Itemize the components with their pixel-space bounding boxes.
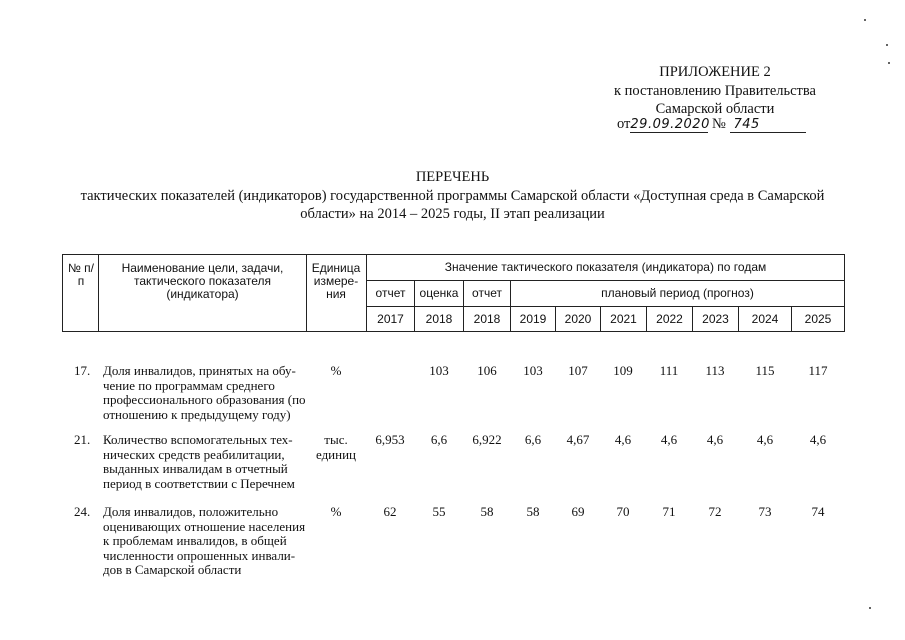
value-cell: 6,6	[430, 432, 448, 447]
appendix-line-2: Самарской области	[655, 101, 775, 117]
row-number: 17.	[74, 363, 91, 378]
header-year: 2021	[610, 312, 637, 326]
row-name-line: оценивающих отношение населения	[103, 518, 306, 534]
value-cell: 4,6	[756, 432, 774, 447]
row-number: 24.	[74, 504, 91, 519]
header-report: отчет	[375, 286, 406, 300]
value-cell: 73	[758, 504, 772, 519]
document-title: ПЕРЕЧЕНЬ	[415, 169, 490, 185]
value-cell: 58	[480, 504, 494, 519]
row-name-line: дов в Самарской области	[103, 562, 242, 577]
scan-speck	[869, 607, 871, 609]
value-cell: 4,6	[809, 432, 827, 447]
scan-speck	[864, 19, 866, 21]
row-name-line: чение по программам среднего	[103, 377, 275, 393]
value-cell: 4,6	[660, 432, 678, 447]
row-unit	[306, 433, 366, 462]
appendix-title: ПРИЛОЖЕНИЕ 2	[659, 64, 771, 80]
value-cell: 71	[662, 504, 676, 519]
value-cell: 58	[526, 504, 540, 519]
header-year: 2020	[564, 312, 592, 326]
value-cell: 6,6	[524, 432, 542, 447]
value-cell: 4,6	[706, 432, 724, 447]
row-unit-line: единиц	[315, 446, 357, 462]
header-estimate: оценка	[419, 286, 459, 300]
value-cell: 117	[808, 363, 828, 378]
header-year: 2018	[425, 312, 453, 326]
value-cell: 113	[705, 363, 725, 378]
header-year: 2022	[656, 312, 683, 326]
document-subtitle-2: области» на 2014 – 2025 годы, II этап реализации	[300, 206, 605, 222]
handwritten-date: 29.09.2020	[630, 117, 710, 132]
from-label: от	[617, 116, 631, 132]
header-values: Значение тактического показателя (индикатора) по годам	[444, 260, 767, 274]
value-cell: 106	[477, 363, 497, 378]
row-name-line: нических средств реабилитации,	[103, 446, 285, 462]
handwritten-number: 745	[730, 117, 806, 133]
row-name-line: Доля инвалидов, принятых на обу-	[103, 363, 296, 378]
header-number: № п/п	[67, 261, 95, 288]
header-unit: Единица измере-ния	[311, 261, 361, 301]
header-year: 2024	[751, 312, 779, 326]
value-cell: 103	[523, 363, 543, 378]
row-unit-line: %	[330, 363, 342, 378]
header-year: 2025	[804, 312, 832, 326]
header-plan-period: плановый период (прогноз)	[601, 286, 754, 300]
value-cell: 115	[755, 363, 775, 378]
value-cell: 55	[432, 504, 446, 519]
value-cell: 103	[429, 363, 449, 378]
header-report-2: отчет	[472, 286, 502, 300]
value-cell: 62	[383, 504, 397, 519]
header-year: 2023	[702, 312, 729, 326]
row-name-line: Доля инвалидов, положительно	[103, 504, 279, 519]
row-name-line: численности опрошенных инвали-	[103, 547, 296, 563]
appendix-line-1: к постановлению Правительства	[614, 83, 816, 99]
appendix-signature-line	[617, 116, 817, 134]
row-name-line: отношению к предыдущему году)	[103, 406, 291, 422]
value-cell: 107	[568, 363, 588, 378]
value-cell: 111	[659, 363, 679, 378]
scan-speck	[886, 44, 888, 46]
scan-speck	[888, 62, 890, 64]
value-cell: 6,922	[472, 432, 502, 447]
row-unit	[306, 364, 366, 379]
row-name-line: период в соответствии с Перечнем	[103, 475, 295, 491]
value-cell: 69	[571, 504, 585, 519]
value-cell: 4,6	[614, 432, 632, 447]
row-unit-line: тыс.	[324, 432, 348, 447]
row-name	[103, 433, 318, 491]
header-name: Наименование цели, задачи, тактического показателя (индикатора)	[121, 261, 284, 301]
row-name-line: Количество вспомогательных тех-	[103, 432, 293, 447]
value-cell: 72	[708, 504, 722, 519]
value-cell: 4,67	[566, 432, 590, 447]
row-name-line: к проблемам инвалидов, в общей	[103, 533, 287, 548]
row-name	[103, 364, 318, 422]
row-name	[103, 505, 318, 578]
value-cell: 74	[811, 504, 825, 519]
document-subtitle-1: тактических показателей (индикаторов) государственной программы Самарской области «Доступная среда в Самарской	[80, 188, 825, 204]
value-cell: 70	[616, 504, 630, 519]
header-year: 2019	[519, 312, 547, 326]
value-cell: 6,953	[375, 432, 405, 447]
header-year: 2017	[377, 312, 404, 326]
row-number: 21.	[74, 432, 91, 447]
header-year: 2018	[473, 312, 501, 326]
row-unit	[306, 505, 366, 520]
row-name-line: выданных инвалидам в отчетный	[103, 461, 288, 476]
row-unit-line: %	[330, 504, 342, 519]
row-name-line: профессионального образования (по	[103, 392, 306, 407]
number-label: №	[712, 116, 726, 132]
value-cell: 109	[613, 363, 633, 378]
